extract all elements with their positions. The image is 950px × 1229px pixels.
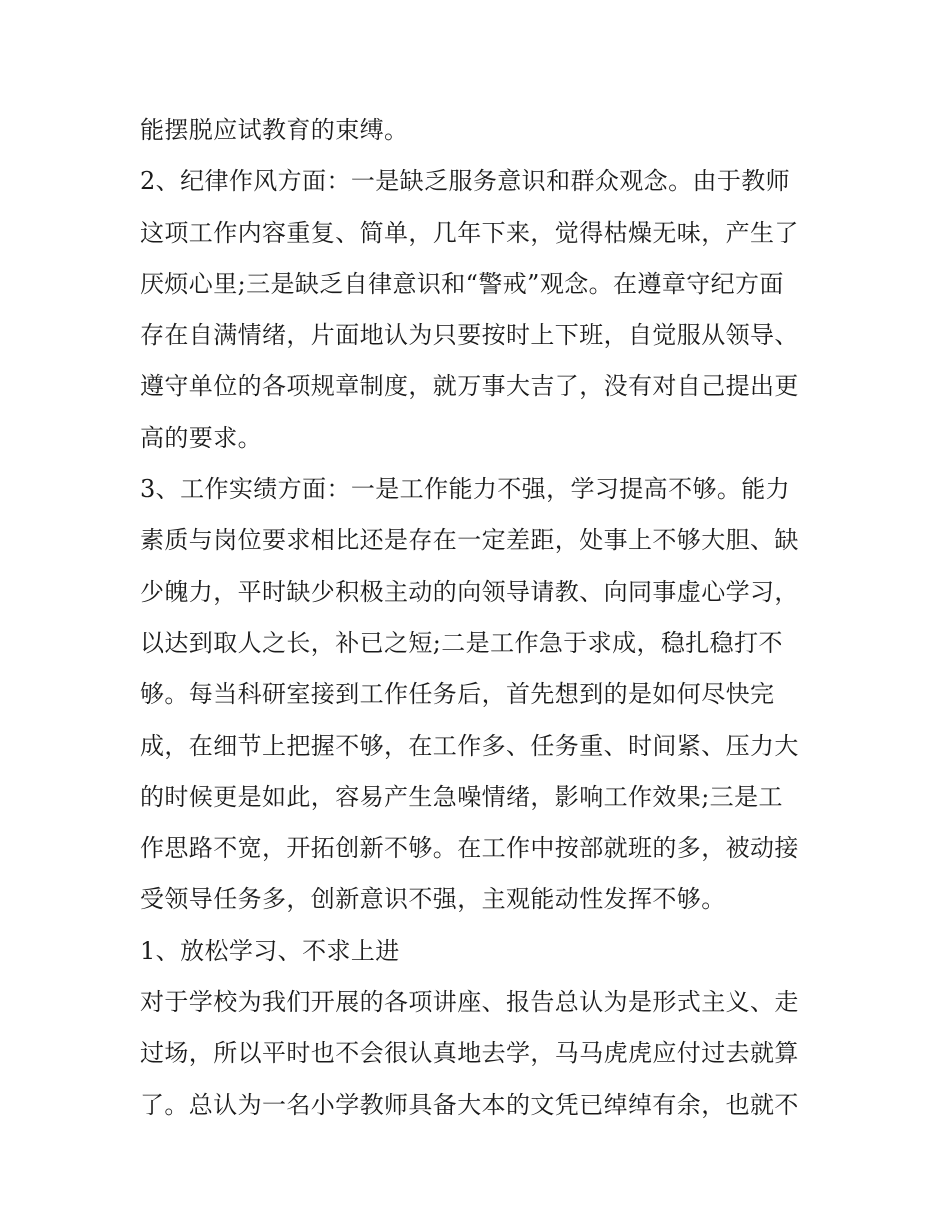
text-line: 过场，所以平时也不会很认真地去学，马马虎虎应付过去就算 [140, 1039, 799, 1068]
text-line: 1、放松学习、不求上进 [140, 936, 400, 965]
text-line: 遵守单位的各项规章制度，就万事大吉了，没有对自己提出更 [140, 372, 799, 401]
text-line: 受领导任务多，创新意识不强，主观能动性发挥不够。 [140, 885, 726, 914]
text-line: 够。每当科研室接到工作任务后，首先想到的是如何尽快完 [140, 680, 775, 709]
text-line: 的时候更是如此，容易产生急噪情绪，影响工作效果;三是工 [140, 782, 783, 811]
text-line: 素质与岗位要求相比还是存在一定差距，处事上不够大胆、缺 [140, 526, 799, 555]
text-line: 2、纪律作风方面：一是缺乏服务意识和群众观念。由于教师 [140, 167, 791, 196]
text-line: 少魄力，平时缺少积极主动的向领导请教、向同事虚心学习， [140, 577, 799, 606]
text-line: 高的要求。 [140, 423, 262, 452]
text-line: 3、工作实绩方面：一是工作能力不强，学习提高不够。能力 [140, 475, 791, 504]
text-line: 存在自满情绪，片面地认为只要按时上下班，自觉服从领导、 [140, 321, 799, 350]
text-line: 这项工作内容重复、简单，几年下来，觉得枯燥无味，产生了 [140, 218, 799, 247]
text-line: 以达到取人之长，补已之短;二是工作急于求成，稳扎稳打不 [140, 628, 783, 657]
text-line: 厌烦心里;三是缺乏自律意识和“警戒”观念。在遵章守纪方面 [140, 269, 784, 298]
text-line: 对于学校为我们开展的各项讲座、报告总认为是形式主义、走 [140, 988, 799, 1017]
text-line: 作思路不宽，开拓创新不够。在工作中按部就班的多，被动接 [140, 834, 799, 863]
text-line: 成，在细节上把握不够，在工作多、任务重、时间紧、压力大 [140, 731, 799, 760]
text-line: 能摆脱应试教育的束缚。 [140, 116, 409, 144]
document-body [140, 105, 820, 1131]
text-line: 了。总认为一名小学教师具备大本的文凭已绰绰有余，也就不 [140, 1090, 799, 1119]
